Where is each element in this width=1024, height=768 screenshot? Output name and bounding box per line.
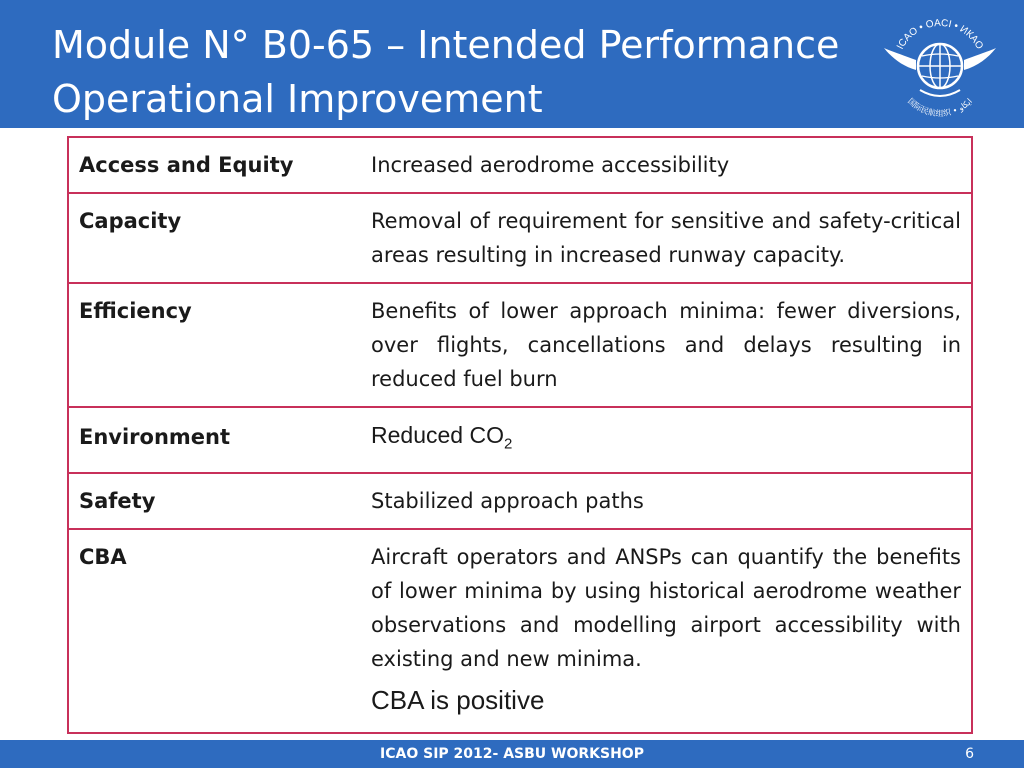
- table-row: [68, 473, 972, 529]
- table-row: [68, 193, 972, 283]
- row-value: Removal of requirement for sensitive and safety-critical areas resulting in increased runway capacity.: [351, 193, 972, 283]
- header-bar: [0, 0, 1024, 128]
- svg-text:国际民航组织 • ايكاو: [906, 97, 974, 118]
- row-value: Stabilized approach paths: [351, 473, 972, 529]
- co2-main: Reduced CO: [371, 422, 504, 448]
- co2-text: [371, 422, 513, 453]
- row-value: Increased aerodrome accessibility: [351, 137, 972, 193]
- row-label: Safety: [68, 473, 351, 529]
- table-row: [68, 137, 972, 193]
- logo-text-top: ICAO • OACI • ИКАО: [894, 17, 985, 52]
- row-label: Environment: [68, 407, 351, 473]
- row-value: [351, 529, 972, 733]
- co2-subscript: 2: [503, 435, 513, 453]
- page-title: [52, 18, 872, 126]
- title-line-2: Operational Improvement: [52, 77, 543, 121]
- table-row: [68, 407, 972, 473]
- table-row: [68, 529, 972, 733]
- logo-text-bottom: 国际民航组织 • ايكاو: [906, 96, 974, 118]
- title-line-1: Module N° B0-65 – Intended Performance: [52, 23, 840, 67]
- table-row: [68, 283, 972, 407]
- row-value: Benefits of lower approach minima: fewer diversions, over flights, cancellations and delays resulting in reduced fuel burn: [351, 283, 972, 407]
- page-number: 6: [965, 746, 974, 762]
- footer-bar: [0, 740, 1024, 768]
- row-label: CBA: [68, 529, 351, 733]
- icao-logo: [878, 10, 1002, 118]
- performance-table: [67, 136, 973, 734]
- row-label: Capacity: [68, 193, 351, 283]
- row-label: Efficiency: [68, 283, 351, 407]
- cba-positive-note: CBA is positive: [371, 684, 545, 715]
- row-label: Access and Equity: [68, 137, 351, 193]
- row-value: [351, 407, 972, 473]
- footer-text: ICAO SIP 2012- ASBU WORKSHOP: [380, 746, 644, 762]
- cba-description: Aircraft operators and ANSPs can quantify the benefits of lower minima by using historical aerodrome weather observations and modelling airport accessibility with existing and new minima.: [371, 544, 961, 671]
